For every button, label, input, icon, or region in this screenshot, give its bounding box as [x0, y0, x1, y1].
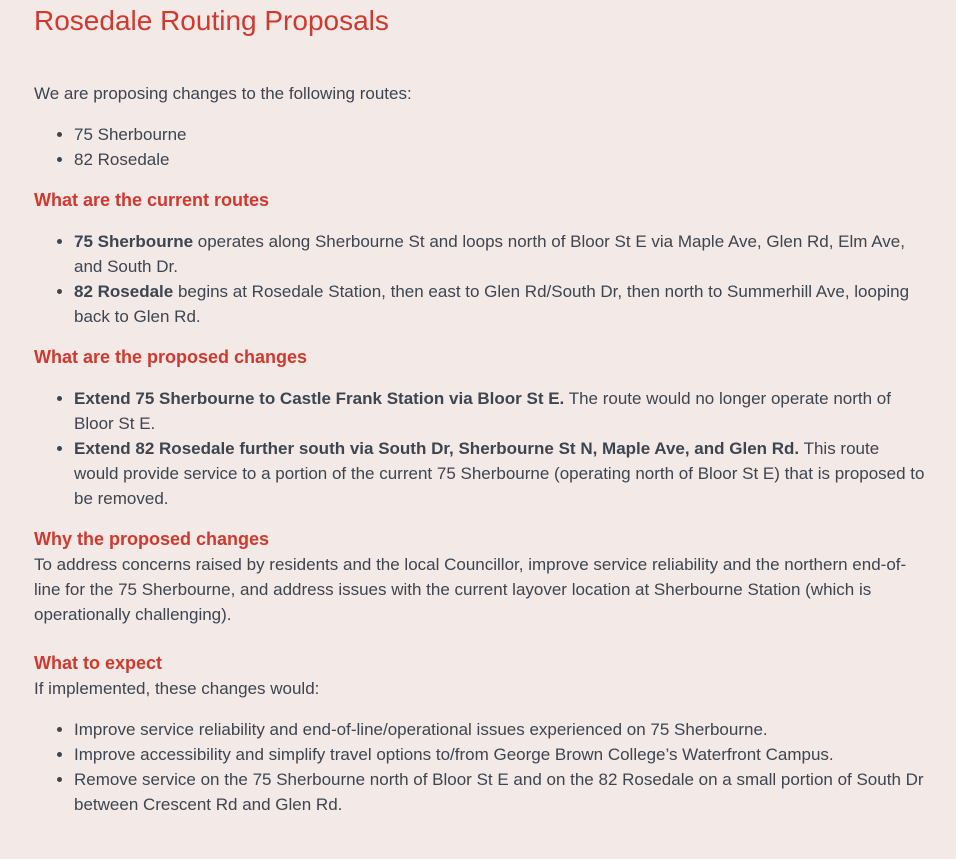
list-item: • 75 Sherbourne — [74, 122, 928, 147]
intro-paragraph: We are proposing changes to the following routes: — [34, 84, 412, 103]
why-heading: Why the proposed changes — [34, 529, 270, 549]
expect-list — [34, 717, 928, 817]
page-title: Rosedale Routing Proposals — [34, 5, 389, 36]
current-routes-heading: What are the current routes — [34, 190, 270, 210]
list-item: • 82 Rosedale begins at Rosedale Station, then east to Glen Rd/South Dr, then north to Summerhill Ave, looping back to Glen Rd. — [74, 279, 928, 329]
list-item: • Improve accessibility and simplify travel options to/from George Brown College’s Waterfront Campus. — [74, 742, 928, 767]
list-item: • Improve service reliability and end-of-line/operational issues experienced on 75 Sherbourne. — [74, 717, 928, 742]
list-item-bold-lead: 82 Rosedale — [74, 282, 174, 301]
current-routes-list — [34, 229, 928, 329]
list-item-bold-lead: Extend 82 Rosedale further south via South Dr, Sherbourne St N, Maple Ave, and Glen Rd. — [74, 439, 800, 458]
why-paragraph: To address concerns raised by residents and the local Councillor, improve service reliability and the northern end-of-line for the 75 Sherbourne, and address issues with the current layover location at Sherbourne Station (which is operationally challenging). — [34, 555, 907, 624]
list-item-bold-lead: 75 Sherbourne — [74, 232, 194, 251]
list-item: • Remove service on the 75 Sherbourne north of Bloor St E and on the 82 Rosedale on a small portion of South Dr between Crescent Rd and Glen Rd. — [74, 767, 928, 817]
expect-heading: What to expect — [34, 653, 163, 673]
list-item: • 82 Rosedale — [74, 147, 928, 172]
list-item: • Extend 75 Sherbourne to Castle Frank Station via Bloor St E. The route would no longer operate north of Bloor St E. — [74, 386, 928, 436]
list-item: • 75 Sherbourne operates along Sherbourne St and loops north of Bloor St E via Maple Ave, Glen Rd, Elm Ave, and South Dr. — [74, 229, 928, 279]
expect-paragraph: If implemented, these changes would: — [34, 679, 320, 698]
proposed-changes-heading: What are the proposed changes — [34, 347, 308, 367]
proposed-changes-list — [34, 386, 928, 511]
routes-list — [34, 122, 928, 172]
list-item: • Extend 82 Rosedale further south via South Dr, Sherbourne St N, Maple Ave, and Glen Rd. This route would provide service to a portion of the current 75 Sherbourne (operating north of Bloor St E) that is proposed to be removed. — [74, 436, 928, 511]
list-item-bold-lead: Extend 75 Sherbourne to Castle Frank Station via Bloor St E. — [74, 389, 565, 408]
